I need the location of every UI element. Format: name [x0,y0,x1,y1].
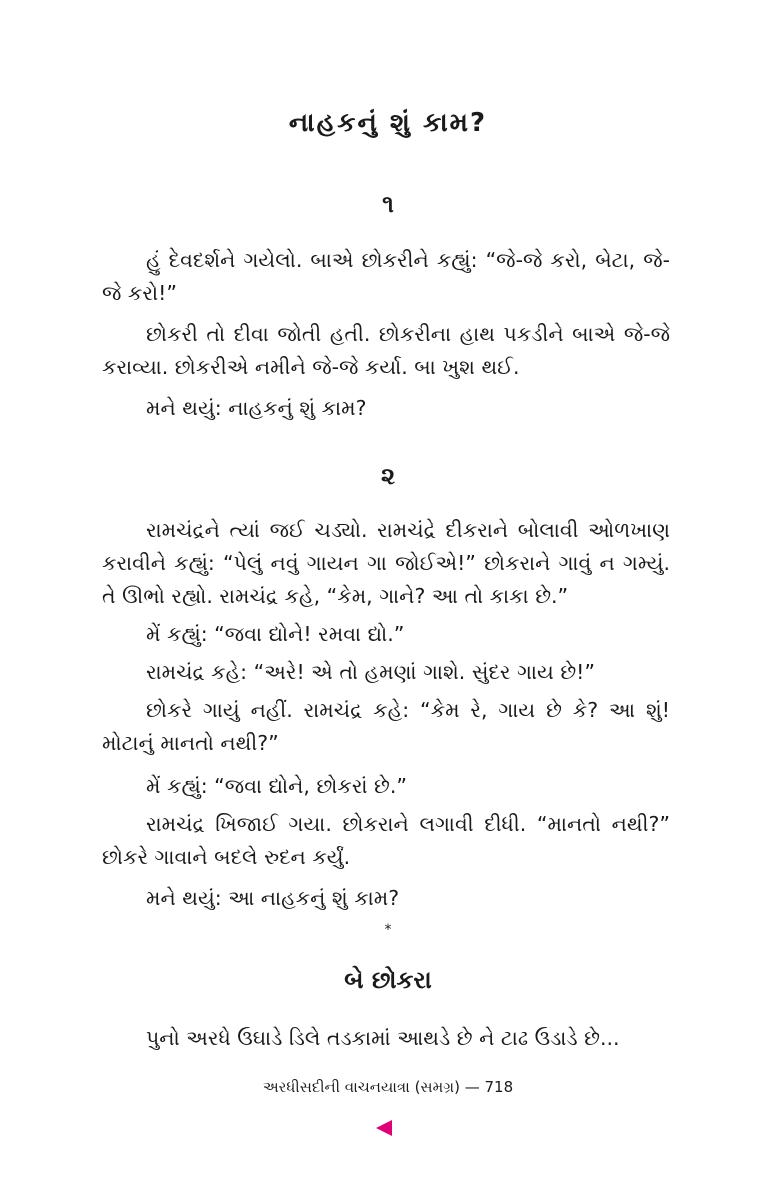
paragraph: રામચંદ્ર કહે: “અરે! એ તો હમણાં ગાશે. સુંદર ગાય છે!” [146,660,596,684]
paragraph: છોકરી તો દીવા જોતી હતી. છોકરીના હાથ પકડીને બાએ જે-જે કરાવ્યા. છોકરીએ નમીને જે-જે કર્યા. બા ખુશ થઈ. [102,322,670,379]
paragraph: રામચંદ્ર ખિજાઈ ગયા. છોકરાને લગાવી દીધી. “માનતો નથી?” છોકરે ગાવાને બદલે રુદન કર્યું. [102,812,670,869]
paragraph: છોકરે ગાયું નહીં. રામચંદ્ર કહે: “કેમ રે, ગાય છે કે? આ શું! મોટાનું માનતો નથી?” [102,698,670,755]
next-story-paragraph: પુનો અરધે ઉઘાડે ડિલે તડકામાં આથડે છે ને ટાઢ ઉડાડે છે... [146,1026,620,1050]
paragraph: હું દેવદર્શને ગયેલો. બાએ છોકરીને કહ્યું: “જે-જે કરો, બેટા, જે-જે કરો!” [102,248,670,305]
page-title: નાહકનું શું કામ? [288,108,488,138]
paragraph: મેં કહ્યું: “જવા દ્યોને, છોકરાં છે.” [146,774,408,798]
section-number-1: ૧ [382,190,394,218]
next-story-title: બે છોકરા [344,966,432,994]
left-arrow-icon[interactable] [376,1120,392,1136]
paragraph: મને થયું: નાહકનું શું કામ? [146,396,367,420]
paragraph: મને થયું: આ નાહકનું શું કામ? [146,886,400,910]
section-separator: * [384,922,392,938]
paragraph: મેં કહ્યું: “જવા દ્યોને! રમવા દ્યો.” [146,622,405,646]
page-footer: અરધીસદીની વાચનયાત્રા (સમગ્ર) — 718 [262,1078,514,1096]
section-number-2: ૨ [380,462,396,490]
paragraph: રામચંદ્રને ત્યાં જઈ ચડ્યો. રામચંદ્રે દીકરાને બોલાવી ઓળખાણ કરાવીને કહ્યું: “પેલું નવું ગાયન ગા જોઈએ!” છોકરાને ગાવું ન ગમ્યું. તે ઊભો રહ્યો. રામચંદ્ર કહે, “કેમ, ગાને? આ તો કાકા છે.” [102,518,670,608]
